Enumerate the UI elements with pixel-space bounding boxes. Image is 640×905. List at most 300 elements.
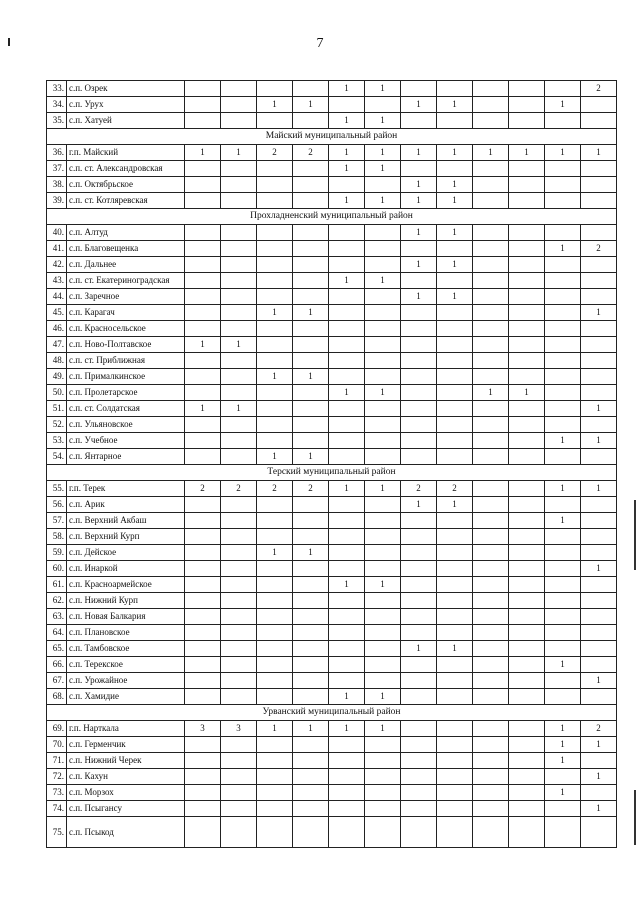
value-cell <box>293 753 329 769</box>
value-cell <box>473 545 509 561</box>
value-cell <box>185 193 221 209</box>
value-cell <box>185 257 221 273</box>
value-cell <box>257 657 293 673</box>
row-number: 47. <box>47 337 67 353</box>
value-cell <box>329 673 365 689</box>
value-cell: 2 <box>221 481 257 497</box>
value-cell <box>257 433 293 449</box>
table-row <box>47 193 617 209</box>
row-number: 74. <box>47 801 67 817</box>
value-cell <box>401 625 437 641</box>
value-cell <box>509 225 545 241</box>
value-cell <box>545 193 581 209</box>
value-cell <box>293 657 329 673</box>
value-cell <box>437 305 473 321</box>
value-cell <box>329 433 365 449</box>
value-cell: 1 <box>329 161 365 177</box>
row-number: 49. <box>47 369 67 385</box>
value-cell <box>293 769 329 785</box>
row-number: 61. <box>47 577 67 593</box>
value-cell <box>581 625 617 641</box>
value-cell <box>581 449 617 465</box>
settlement-name: с.п. Урух <box>67 97 185 113</box>
value-cell <box>185 577 221 593</box>
value-cell <box>509 753 545 769</box>
value-cell: 1 <box>437 289 473 305</box>
value-cell <box>329 257 365 273</box>
value-cell <box>437 545 473 561</box>
value-cell: 1 <box>509 145 545 161</box>
value-cell <box>473 273 509 289</box>
value-cell <box>437 529 473 545</box>
settlement-name: г.п. Терек <box>67 481 185 497</box>
value-cell: 1 <box>401 97 437 113</box>
table-row <box>47 737 617 753</box>
value-cell <box>401 337 437 353</box>
value-cell <box>329 353 365 369</box>
value-cell: 1 <box>365 113 401 129</box>
value-cell: 1 <box>509 385 545 401</box>
value-cell: 1 <box>545 97 581 113</box>
value-cell <box>437 81 473 97</box>
value-cell <box>293 401 329 417</box>
value-cell: 1 <box>545 241 581 257</box>
value-cell <box>221 97 257 113</box>
value-cell <box>401 369 437 385</box>
value-cell <box>365 673 401 689</box>
value-cell <box>329 449 365 465</box>
row-number: 71. <box>47 753 67 769</box>
value-cell: 2 <box>293 145 329 161</box>
value-cell <box>293 113 329 129</box>
value-cell <box>401 241 437 257</box>
value-cell <box>545 497 581 513</box>
value-cell <box>509 593 545 609</box>
value-cell: 1 <box>401 145 437 161</box>
value-cell <box>437 273 473 289</box>
value-cell <box>581 753 617 769</box>
value-cell <box>185 81 221 97</box>
value-cell <box>509 353 545 369</box>
value-cell <box>221 609 257 625</box>
row-number: 34. <box>47 97 67 113</box>
value-cell <box>221 673 257 689</box>
value-cell <box>293 689 329 705</box>
row-number: 58. <box>47 529 67 545</box>
value-cell <box>185 593 221 609</box>
value-cell <box>473 81 509 97</box>
value-cell <box>581 353 617 369</box>
table-row <box>47 481 617 497</box>
value-cell <box>221 161 257 177</box>
value-cell <box>221 257 257 273</box>
district-header-row <box>47 209 617 225</box>
value-cell <box>545 817 581 848</box>
value-cell <box>257 241 293 257</box>
value-cell: 1 <box>473 145 509 161</box>
value-cell <box>545 305 581 321</box>
value-cell: 1 <box>581 305 617 321</box>
row-number: 69. <box>47 721 67 737</box>
value-cell <box>473 513 509 529</box>
value-cell <box>221 433 257 449</box>
settlement-name: с.п. Морзох <box>67 785 185 801</box>
settlement-name: с.п. Арик <box>67 497 185 513</box>
row-number: 35. <box>47 113 67 129</box>
value-cell <box>581 593 617 609</box>
settlement-name: с.п. Заречное <box>67 289 185 305</box>
value-cell <box>401 449 437 465</box>
table-row <box>47 769 617 785</box>
value-cell <box>545 161 581 177</box>
value-cell <box>401 81 437 97</box>
value-cell: 1 <box>221 145 257 161</box>
row-number: 55. <box>47 481 67 497</box>
value-cell <box>185 753 221 769</box>
value-cell: 1 <box>257 305 293 321</box>
value-cell <box>437 401 473 417</box>
value-cell <box>185 161 221 177</box>
value-cell <box>473 817 509 848</box>
value-cell <box>185 737 221 753</box>
settlement-name: с.п. Озрек <box>67 81 185 97</box>
value-cell <box>437 449 473 465</box>
table-row <box>47 689 617 705</box>
value-cell <box>545 529 581 545</box>
value-cell <box>473 673 509 689</box>
value-cell: 1 <box>545 513 581 529</box>
value-cell: 1 <box>437 641 473 657</box>
row-number: 39. <box>47 193 67 209</box>
table-row <box>47 721 617 737</box>
settlement-name: с.п. Псыкод <box>67 817 185 848</box>
value-cell <box>293 529 329 545</box>
value-cell <box>545 641 581 657</box>
value-cell <box>509 657 545 673</box>
row-number: 63. <box>47 609 67 625</box>
value-cell <box>401 753 437 769</box>
value-cell <box>185 529 221 545</box>
table-row <box>47 641 617 657</box>
value-cell <box>545 689 581 705</box>
settlement-name: с.п. Кахун <box>67 769 185 785</box>
value-cell <box>401 817 437 848</box>
value-cell: 2 <box>257 481 293 497</box>
settlement-name: с.п. Герменчик <box>67 737 185 753</box>
value-cell <box>257 497 293 513</box>
value-cell <box>545 177 581 193</box>
value-cell <box>473 449 509 465</box>
value-cell <box>293 673 329 689</box>
value-cell <box>365 321 401 337</box>
value-cell <box>581 497 617 513</box>
value-cell <box>185 689 221 705</box>
table-row <box>47 273 617 289</box>
value-cell <box>329 641 365 657</box>
value-cell <box>185 289 221 305</box>
value-cell <box>293 801 329 817</box>
value-cell <box>437 785 473 801</box>
value-cell <box>581 689 617 705</box>
value-cell <box>509 545 545 561</box>
value-cell <box>437 241 473 257</box>
table-row <box>47 241 617 257</box>
value-cell: 1 <box>365 145 401 161</box>
value-cell: 1 <box>185 145 221 161</box>
value-cell <box>257 593 293 609</box>
value-cell <box>401 689 437 705</box>
value-cell <box>401 161 437 177</box>
row-number: 64. <box>47 625 67 641</box>
value-cell <box>221 529 257 545</box>
value-cell: 1 <box>365 689 401 705</box>
value-cell <box>221 737 257 753</box>
value-cell <box>437 113 473 129</box>
settlement-name: с.п. ст. Александровская <box>67 161 185 177</box>
table-row <box>47 225 617 241</box>
value-cell: 1 <box>545 433 581 449</box>
value-cell <box>293 609 329 625</box>
row-number: 62. <box>47 593 67 609</box>
value-cell <box>257 609 293 625</box>
value-cell <box>545 369 581 385</box>
table-row <box>47 817 617 848</box>
value-cell <box>257 417 293 433</box>
value-cell <box>581 97 617 113</box>
value-cell <box>401 401 437 417</box>
value-cell: 1 <box>365 481 401 497</box>
value-cell: 1 <box>257 369 293 385</box>
value-cell <box>185 305 221 321</box>
row-number: 38. <box>47 177 67 193</box>
value-cell <box>509 273 545 289</box>
row-number: 50. <box>47 385 67 401</box>
value-cell: 1 <box>401 225 437 241</box>
row-number: 73. <box>47 785 67 801</box>
value-cell <box>437 513 473 529</box>
value-cell <box>329 497 365 513</box>
value-cell <box>185 449 221 465</box>
value-cell <box>545 625 581 641</box>
settlement-name: г.п. Майский <box>67 145 185 161</box>
value-cell <box>293 561 329 577</box>
value-cell <box>257 625 293 641</box>
value-cell: 1 <box>581 481 617 497</box>
value-cell <box>473 193 509 209</box>
value-cell: 1 <box>185 337 221 353</box>
value-cell: 1 <box>545 721 581 737</box>
value-cell <box>401 577 437 593</box>
value-cell <box>437 337 473 353</box>
value-cell: 1 <box>329 273 365 289</box>
value-cell: 1 <box>329 193 365 209</box>
value-cell <box>329 225 365 241</box>
value-cell <box>329 561 365 577</box>
value-cell: 1 <box>581 433 617 449</box>
value-cell <box>365 753 401 769</box>
settlement-name: с.п. ст. Солдатская <box>67 401 185 417</box>
value-cell <box>329 737 365 753</box>
value-cell <box>509 561 545 577</box>
value-cell: 1 <box>293 305 329 321</box>
settlement-name: с.п. Плановское <box>67 625 185 641</box>
value-cell: 2 <box>401 481 437 497</box>
value-cell <box>509 177 545 193</box>
value-cell <box>293 193 329 209</box>
value-cell <box>401 353 437 369</box>
value-cell <box>365 641 401 657</box>
value-cell: 2 <box>581 241 617 257</box>
value-cell: 1 <box>545 785 581 801</box>
value-cell <box>329 625 365 641</box>
value-cell <box>509 449 545 465</box>
value-cell <box>509 769 545 785</box>
value-cell <box>401 801 437 817</box>
value-cell <box>473 289 509 305</box>
value-cell <box>401 417 437 433</box>
value-cell <box>581 785 617 801</box>
table-row <box>47 289 617 305</box>
value-cell <box>365 497 401 513</box>
value-cell: 1 <box>401 641 437 657</box>
value-cell <box>221 497 257 513</box>
value-cell <box>185 641 221 657</box>
value-cell <box>473 497 509 513</box>
value-cell <box>257 769 293 785</box>
value-cell <box>257 817 293 848</box>
value-cell <box>185 113 221 129</box>
value-cell <box>221 577 257 593</box>
value-cell <box>365 97 401 113</box>
value-cell <box>257 225 293 241</box>
settlement-name: с.п. Дейское <box>67 545 185 561</box>
value-cell <box>509 497 545 513</box>
value-cell <box>581 385 617 401</box>
value-cell <box>221 785 257 801</box>
value-cell <box>581 289 617 305</box>
value-cell <box>329 305 365 321</box>
value-cell <box>365 401 401 417</box>
table-row <box>47 801 617 817</box>
value-cell <box>293 161 329 177</box>
value-cell <box>473 769 509 785</box>
value-cell <box>437 753 473 769</box>
value-cell: 1 <box>257 545 293 561</box>
value-cell: 3 <box>221 721 257 737</box>
value-cell <box>293 625 329 641</box>
value-cell: 1 <box>257 721 293 737</box>
value-cell: 1 <box>545 145 581 161</box>
value-cell <box>365 817 401 848</box>
value-cell <box>509 673 545 689</box>
row-number: 67. <box>47 673 67 689</box>
district-title: Майский муниципальный район <box>47 129 617 145</box>
table-row <box>47 577 617 593</box>
value-cell <box>221 593 257 609</box>
value-cell <box>473 609 509 625</box>
value-cell <box>293 433 329 449</box>
value-cell <box>509 817 545 848</box>
value-cell <box>437 737 473 753</box>
value-cell <box>509 625 545 641</box>
row-number: 70. <box>47 737 67 753</box>
settlement-name: с.п. Инаркой <box>67 561 185 577</box>
value-cell: 1 <box>473 385 509 401</box>
value-cell <box>365 769 401 785</box>
settlement-name: с.п. Верхний Акбаш <box>67 513 185 529</box>
value-cell: 1 <box>293 449 329 465</box>
value-cell <box>545 401 581 417</box>
value-cell <box>437 593 473 609</box>
value-cell <box>329 321 365 337</box>
value-cell <box>293 577 329 593</box>
district-title: Урванский муниципальный район <box>47 705 617 721</box>
value-cell <box>473 257 509 273</box>
value-cell: 1 <box>401 177 437 193</box>
scan-edge-mark-bottom <box>634 790 636 845</box>
value-cell <box>437 321 473 337</box>
value-cell: 1 <box>437 145 473 161</box>
table-row <box>47 161 617 177</box>
value-cell <box>329 513 365 529</box>
settlement-name: с.п. Урожайное <box>67 673 185 689</box>
row-number: 37. <box>47 161 67 177</box>
settlement-name: с.п. Нижний Курп <box>67 593 185 609</box>
value-cell <box>545 225 581 241</box>
value-cell <box>545 417 581 433</box>
value-cell <box>401 721 437 737</box>
value-cell <box>257 257 293 273</box>
value-cell <box>545 289 581 305</box>
value-cell <box>221 177 257 193</box>
value-cell <box>473 481 509 497</box>
value-cell <box>437 161 473 177</box>
value-cell: 1 <box>581 561 617 577</box>
value-cell <box>329 529 365 545</box>
value-cell <box>257 513 293 529</box>
value-cell <box>581 273 617 289</box>
value-cell <box>221 641 257 657</box>
value-cell <box>257 353 293 369</box>
value-cell <box>257 577 293 593</box>
settlement-name: с.п. Пролетарское <box>67 385 185 401</box>
row-number: 68. <box>47 689 67 705</box>
value-cell: 1 <box>581 145 617 161</box>
value-cell <box>581 321 617 337</box>
value-cell <box>293 385 329 401</box>
value-cell <box>185 817 221 848</box>
table-row <box>47 609 617 625</box>
value-cell <box>437 721 473 737</box>
value-cell <box>257 289 293 305</box>
value-cell <box>365 657 401 673</box>
value-cell <box>581 513 617 529</box>
value-cell <box>329 593 365 609</box>
settlement-name: с.п. Карагач <box>67 305 185 321</box>
row-number: 54. <box>47 449 67 465</box>
value-cell <box>509 257 545 273</box>
value-cell <box>473 97 509 113</box>
value-cell <box>221 113 257 129</box>
value-cell: 1 <box>329 113 365 129</box>
value-cell <box>581 545 617 561</box>
value-cell <box>473 801 509 817</box>
value-cell <box>257 337 293 353</box>
value-cell <box>293 737 329 753</box>
value-cell <box>509 481 545 497</box>
value-cell <box>185 561 221 577</box>
value-cell: 1 <box>401 497 437 513</box>
